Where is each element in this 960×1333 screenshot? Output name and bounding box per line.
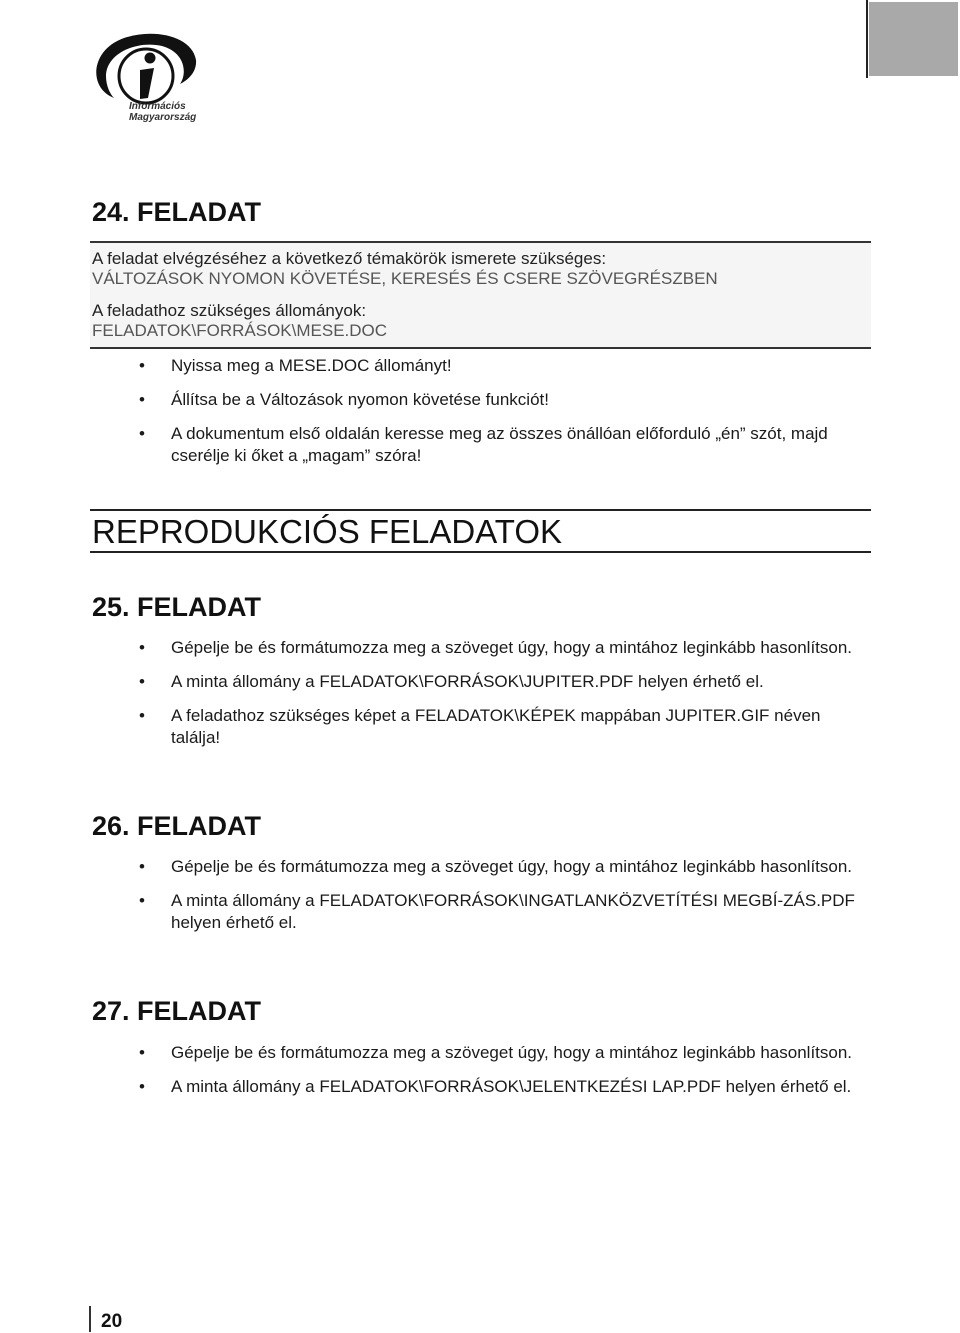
list-item: • A minta állomány a FELADATOK\FORRÁSOK\INGATLANKÖZVETÍTÉSI MEGBÍ-ZÁS.PDF helyen érhető el. (139, 891, 855, 932)
task-26-list (0, 856, 861, 934)
list-item: • A minta állomány a FELADATOK\FORRÁSOK\JELENTKEZÉSI LAP.PDF helyen érhető el. (139, 1077, 852, 1096)
task-24-list (0, 355, 861, 467)
bullet-icon: • (139, 1077, 145, 1096)
page-number: 20 (101, 1311, 123, 1332)
task-25-heading: 25. FELADAT (92, 592, 262, 622)
bullet-icon: • (139, 390, 145, 409)
prerequisites-box (90, 241, 871, 349)
bullet-icon: • (139, 1043, 145, 1062)
list-item: • Gépelje be és formátumozza meg a szöveget úgy, hogy a mintához leginkább hasonlítson. (139, 1043, 853, 1062)
task-27-list (0, 1042, 861, 1098)
bullet-icon: • (139, 857, 145, 876)
bullet-icon: • (139, 638, 145, 657)
prereq-files-value: FELADATOK\FORRÁSOK\MESE.DOC (92, 321, 388, 340)
list-item: • A minta állomány a FELADATOK\FORRÁSOK\JUPITER.PDF helyen érhető el. (139, 672, 764, 691)
list-item: • Nyissa meg a MESE.DOC állományt! (139, 356, 452, 375)
task-24-heading: 24. FELADAT (92, 197, 262, 227)
task-26-heading: 26. FELADAT (92, 811, 262, 841)
header-divider (866, 0, 868, 78)
prereq-files-label: A feladathoz szükséges állományok: (92, 301, 367, 320)
list-item: • A dokumentum első oldalán keresse meg az összes önállóan előforduló „én” szót, majd cserélje ki őket a „magam” szóra! (139, 424, 828, 465)
bullet-icon: • (139, 356, 145, 375)
bullet-icon: • (139, 424, 145, 443)
task-27-heading: 27. FELADAT (92, 996, 262, 1026)
section-heading: REPRODUKCIÓS FELADATOK (90, 509, 871, 553)
header-corner-box (869, 2, 958, 76)
bullet-icon: • (139, 891, 145, 910)
bullet-icon: • (139, 706, 145, 725)
task-25-list (0, 637, 861, 749)
bullet-icon: • (139, 672, 145, 691)
page-number-divider (89, 1306, 91, 1332)
list-item: • A feladathoz szükséges képet a FELADATOK\KÉPEK mappában JUPITER.GIF néven találja! (139, 706, 821, 747)
list-item: • Gépelje be és formátumozza meg a szöveget úgy, hogy a mintához leginkább hasonlítson. (139, 857, 853, 876)
prereq-topics-label: A feladat elvégzéséhez a következő témakörök ismerete szükséges: (92, 249, 607, 268)
logo-wordmark: Információs Magyarország (129, 101, 197, 123)
list-item: • Állítsa be a Változások nyomon követése funkciót! (139, 390, 549, 409)
prereq-topics-value: VÁLTOZÁSOK NYOMON KÖVETÉSE, KERESÉS ÉS CSERE SZÖVEGRÉSZBEN (92, 269, 718, 288)
list-item: • Gépelje be és formátumozza meg a szöveget úgy, hogy a mintához leginkább hasonlítson. (139, 638, 853, 657)
